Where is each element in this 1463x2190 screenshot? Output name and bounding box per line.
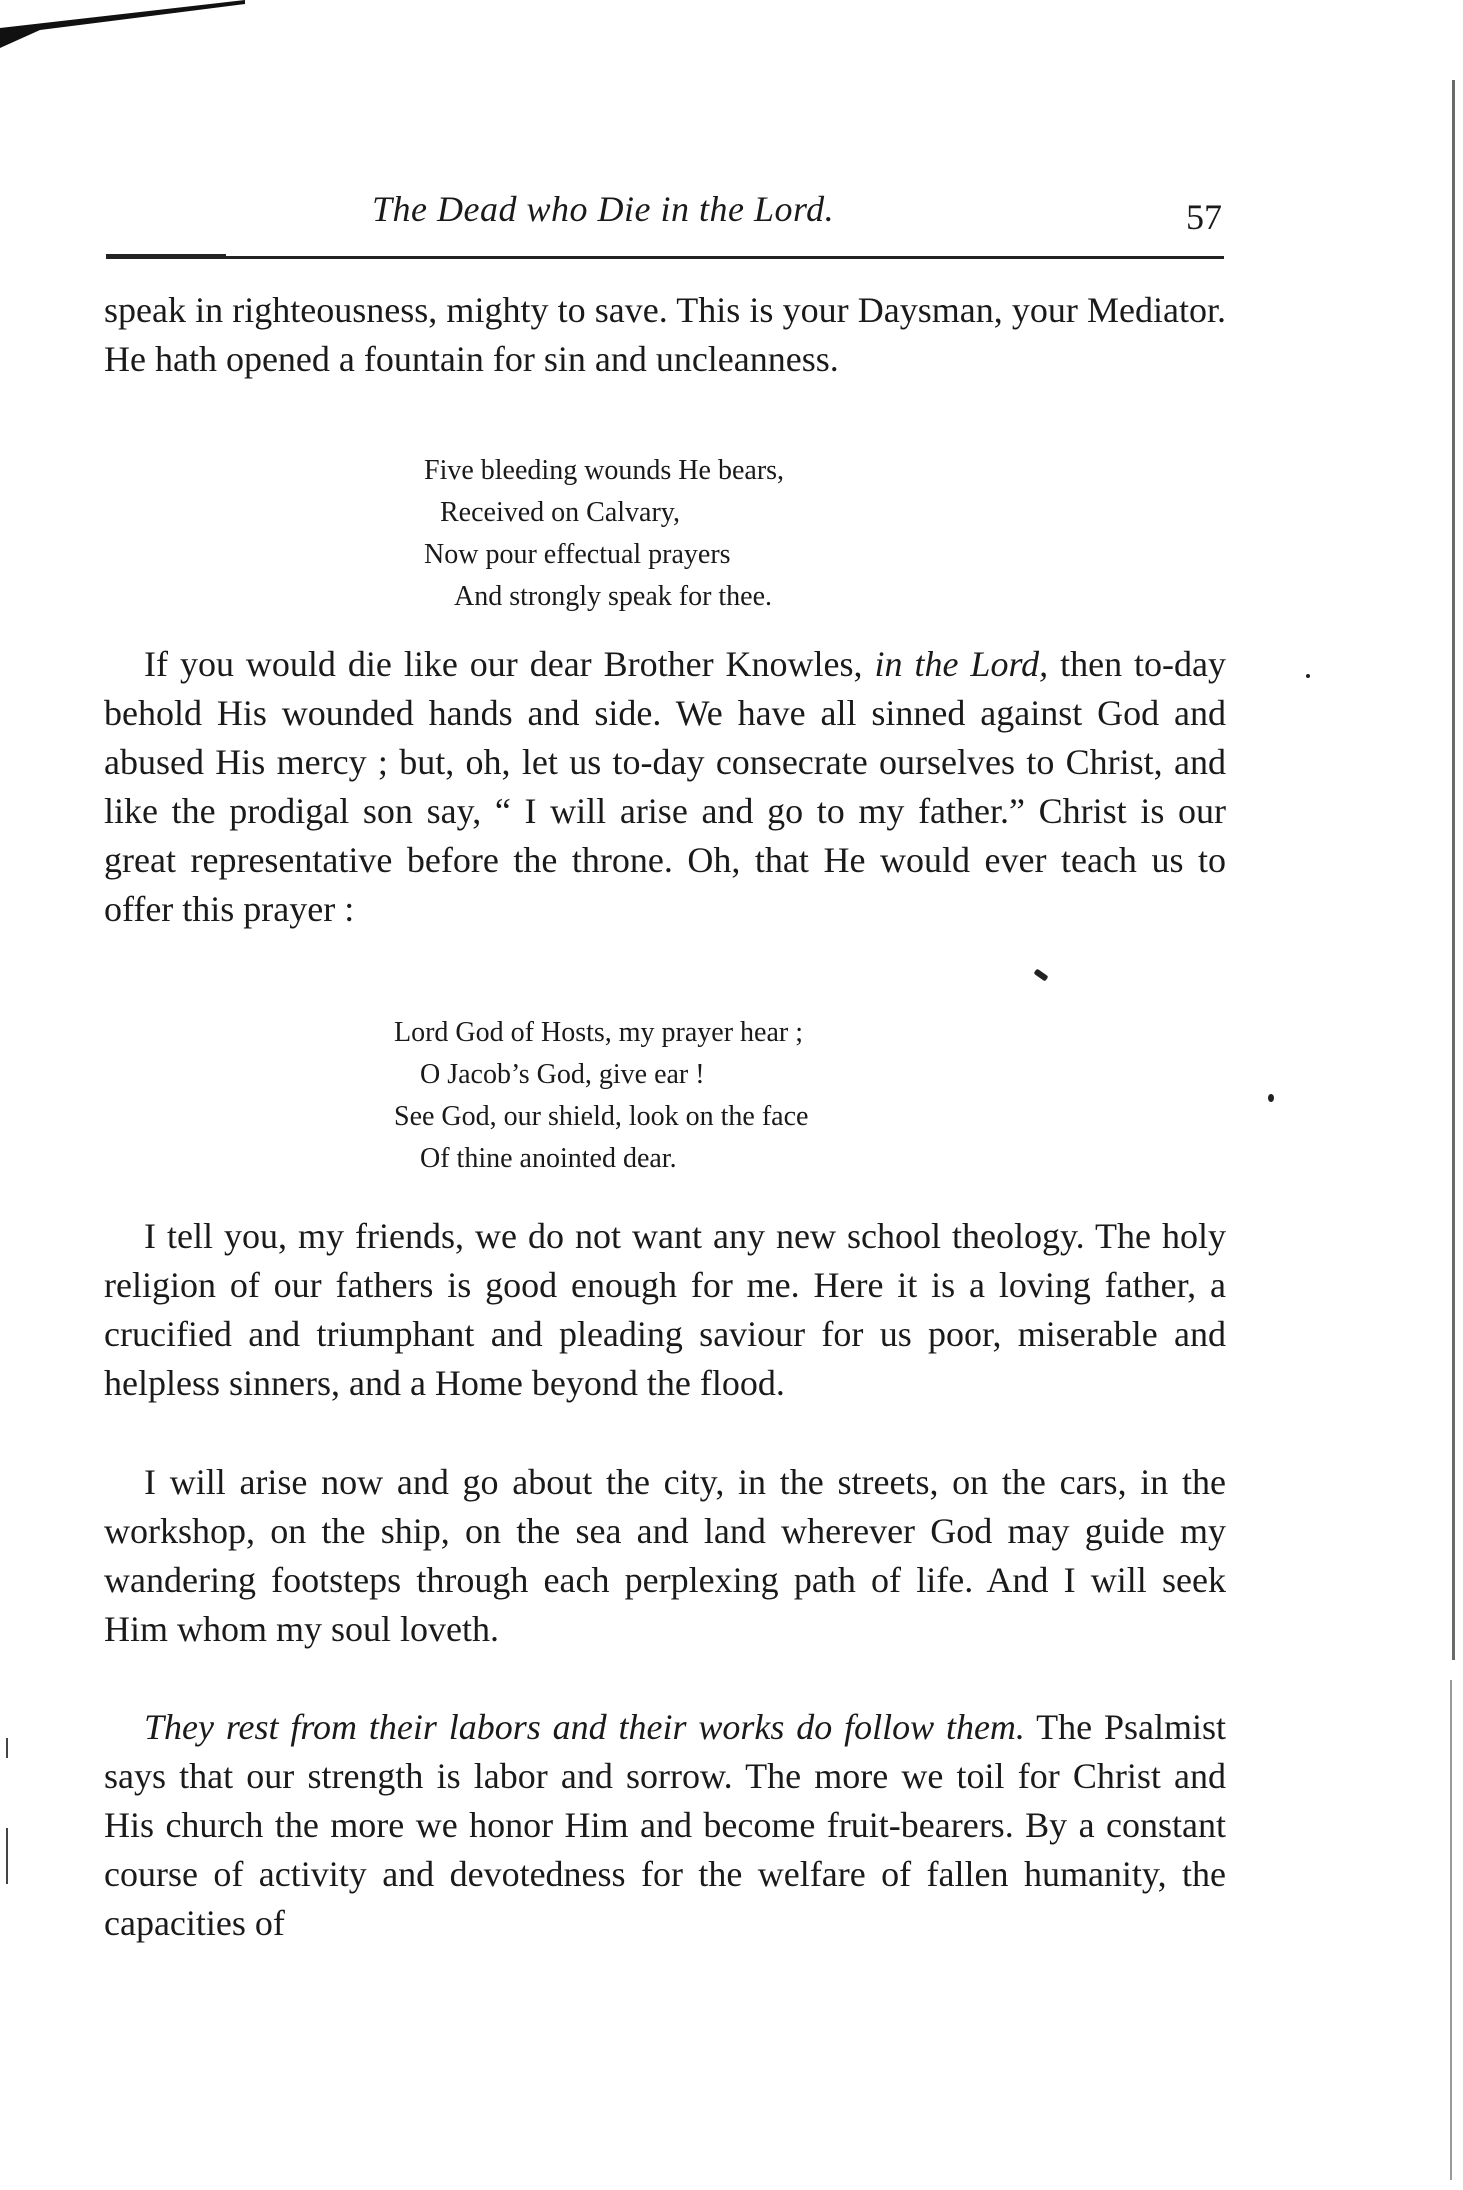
- header-rule: [106, 256, 1224, 259]
- verse-line: Received on Calvary,: [440, 497, 680, 528]
- paragraph-run: then to-day behold His wounded hands and side. We have all sinned against God and abused His mercy ; but, oh, let us to-day consecrate ourselves to Christ, and like the prodigal son say, “ I will arise and go to my father.” Christ is our great representative before the throne. Oh, that He would ever teach us to offer this prayer :: [104, 644, 1227, 929]
- paragraph-4: [104, 1458, 1226, 1654]
- margin-speck: [1268, 1094, 1274, 1102]
- verse-block-1: [424, 450, 784, 618]
- page-number: 57: [1186, 197, 1222, 237]
- running-header: [372, 188, 1224, 236]
- verse-line: See God, our shield, look on the face: [394, 1101, 809, 1132]
- verse-line: And strongly speak for thee.: [454, 581, 773, 612]
- paragraph-run: The Psalmist says that our strength is labor and sorrow. The more we toil for Christ and His church the more we honor Him and become fruit-bearers. By a constant course of activity and devotedness for the welfare of fallen humanity, the capacities of: [104, 1707, 1226, 1943]
- margin-speck: [1034, 969, 1049, 982]
- paragraph-5: [104, 1703, 1226, 1948]
- scan-edge-mark: [0, 0, 245, 48]
- paragraph-text: I tell you, my friends, we do not want any new school theology. The holy religion of our fathers is good enough for me. Here it is a loving father, a crucified and triumphant and pleading saviour for us poor, miserable and helpless sinners, and a Home beyond the flood.: [104, 1216, 1226, 1403]
- paragraph-text: [104, 1703, 1226, 1948]
- paragraph-text: I will arise now and go about the city, in the streets, on the cars, in the workshop, on the ship, on the sea and land wherever God may guide my wandering footsteps through each perplexing path of life. And I will seek Him whom my soul loveth.: [104, 1462, 1226, 1649]
- paragraph-run: If you would die like our dear Brother Knowles,: [144, 644, 875, 684]
- margin-tick: [6, 1738, 8, 1758]
- margin-speck: [1306, 674, 1310, 678]
- paragraph-3: [104, 1212, 1226, 1408]
- paragraph-text: [104, 640, 1226, 934]
- page-edge-rule: [1452, 80, 1455, 1660]
- margin-tick: [6, 1828, 8, 1884]
- page-edge-rule-lower: [1450, 1680, 1452, 2180]
- verse-line: Five bleeding wounds He bears,: [424, 455, 785, 486]
- emphasis-text: in the Lord,: [874, 644, 1049, 684]
- verse-line: Now pour effectual prayers: [424, 539, 731, 570]
- paragraph-text: speak in righteousness, mighty to save. This is your Daysman, your Mediator. He hath opened a fountain for sin and uncleanness.: [104, 290, 1226, 379]
- verse-line: Of thine anointed dear.: [420, 1143, 677, 1174]
- verse-line: O Jacob’s God, give ear !: [420, 1059, 705, 1090]
- emphasis-text: They rest from their labors and their works do follow them.: [144, 1707, 1025, 1747]
- verse-block-2: [394, 1012, 808, 1180]
- paragraph-1: [104, 286, 1226, 384]
- verse-line: Lord God of Hosts, my prayer hear ;: [394, 1017, 804, 1048]
- paragraph-2: [104, 640, 1226, 934]
- header-title: The Dead who Die in the Lord.: [372, 189, 835, 229]
